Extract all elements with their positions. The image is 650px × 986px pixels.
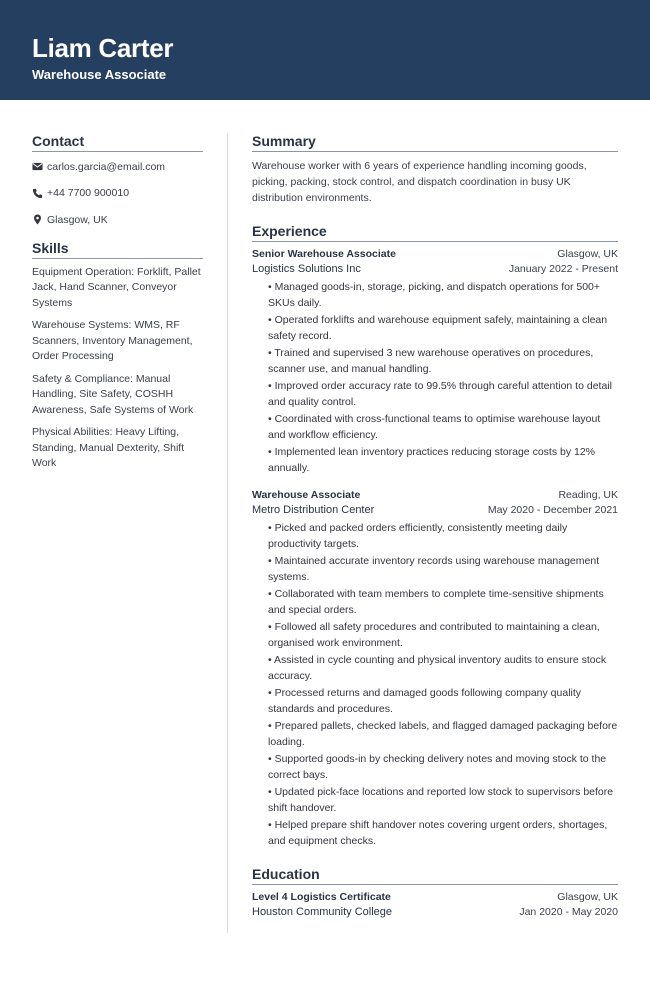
left-column xyxy=(32,133,203,479)
column-divider xyxy=(227,133,228,933)
job-bullets xyxy=(252,521,618,849)
job-bullet: • Processed returns and damaged goods following company quality standards and procedures. xyxy=(268,687,582,715)
job-bullet: • Followed all safety procedures and contributed to maintaining a clean, organised work environment. xyxy=(268,621,600,649)
education-title: Level 4 Logistics Certificate xyxy=(252,891,391,903)
resume-header xyxy=(0,0,650,100)
summary-text: Warehouse worker with 6 years of experience handling incoming goods, picking, packing, stock control, and dispatch coordination in busy UK distribution environments. xyxy=(252,160,587,204)
contact-email xyxy=(32,160,203,173)
right-column xyxy=(252,133,618,920)
job-bullet: • Maintained accurate inventory records using warehouse management systems. xyxy=(268,555,600,583)
experience-section-title: Experience xyxy=(252,223,618,242)
job-bullet: • Assisted in cycle counting and physical inventory audits to ensure stock accuracy. xyxy=(268,654,607,682)
education-entry xyxy=(252,890,618,920)
education-school: Houston Community College xyxy=(252,906,393,918)
job-bullet: • Coordinated with cross-functional teams to optimise warehouse layout and workflow efficiency. xyxy=(268,413,601,441)
job-bullet: • Updated pick-face locations and reported low stock to supervisors before shift handover. xyxy=(268,786,614,814)
contact-section-title: Contact xyxy=(32,133,203,152)
education-section-title: Education xyxy=(252,866,618,885)
contact-email-text[interactable]: carlos.garcia@email.com xyxy=(47,160,166,173)
education-dates: Jan 2020 - May 2020 xyxy=(519,906,618,918)
job-bullet: • Improved order accuracy rate to 99.5% through careful attention to detail and quality control. xyxy=(268,380,612,408)
contact-phone xyxy=(32,187,203,200)
job-location: Glasgow, UK xyxy=(557,248,618,260)
contact-list xyxy=(32,160,203,226)
job-bullets xyxy=(252,280,618,476)
job-bullet: • Implemented lean inventory practices reducing storage costs by 12% annually. xyxy=(268,446,596,474)
skill-item: Safety & Compliance: Manual Handling, Site Safety, COSHH Awareness, Safe Systems of Work xyxy=(32,372,194,416)
job-bullet: • Operated forklifts and warehouse equipment safely, maintaining a clean safety record. xyxy=(268,314,608,342)
job-bullet: • Supported goods-in by checking delivery notes and moving stock to the correct bays. xyxy=(268,753,607,781)
education-location: Glasgow, UK xyxy=(557,891,618,903)
skill-item: Equipment Operation: Forklift, Pallet Jack, Hand Scanner, Conveyor Systems xyxy=(32,265,201,309)
job-location: Reading, UK xyxy=(558,489,618,501)
job-title: Senior Warehouse Associate xyxy=(252,248,396,260)
contact-location xyxy=(32,213,203,226)
job-company: Logistics Solutions Inc xyxy=(252,263,361,275)
location-icon xyxy=(32,214,43,225)
summary-section-title: Summary xyxy=(252,133,618,152)
job-bullet: • Managed goods-in, storage, picking, and dispatch operations for 500+ SKUs daily. xyxy=(268,281,601,309)
contact-phone-text[interactable]: +44 7700 900010 xyxy=(47,187,130,199)
phone-icon xyxy=(32,188,43,199)
job-bullet: • Helped prepare shift handover notes covering urgent orders, shortages, and equipment checks. xyxy=(268,819,608,847)
skills-list xyxy=(32,265,203,472)
job-bullet: • Prepared pallets, checked labels, and flagged damaged packaging before loading. xyxy=(268,720,618,748)
job-dates: January 2022 - Present xyxy=(508,263,618,275)
job-bullet: • Collaborated with team members to complete time-sensitive shipments and special orders. xyxy=(268,588,604,616)
job-entry xyxy=(252,247,618,476)
job-dates: May 2020 - December 2021 xyxy=(487,504,618,516)
skill-item: Physical Abilities: Heavy Lifting, Standing, Manual Dexterity, Shift Work xyxy=(32,426,185,469)
job-entry xyxy=(252,488,618,849)
email-icon xyxy=(32,161,43,172)
candidate-role: Warehouse Associate xyxy=(32,67,167,82)
job-bullet: • Trained and supervised 3 new warehouse operatives on procedures, scanner use, and manual handling. xyxy=(268,347,594,375)
job-company: Metro Distribution Center xyxy=(252,504,375,516)
skill-item: Warehouse Systems: WMS, RF Scanners, Inventory Management, Order Processing xyxy=(32,319,193,362)
job-bullet: • Picked and packed orders efficiently, consistently meeting daily productivity targets. xyxy=(268,522,568,550)
skills-section-title: Skills xyxy=(32,240,203,259)
contact-location-text: Glasgow, UK xyxy=(47,213,108,226)
candidate-name: Liam Carter xyxy=(32,33,174,63)
job-title: Warehouse Associate xyxy=(252,489,361,501)
